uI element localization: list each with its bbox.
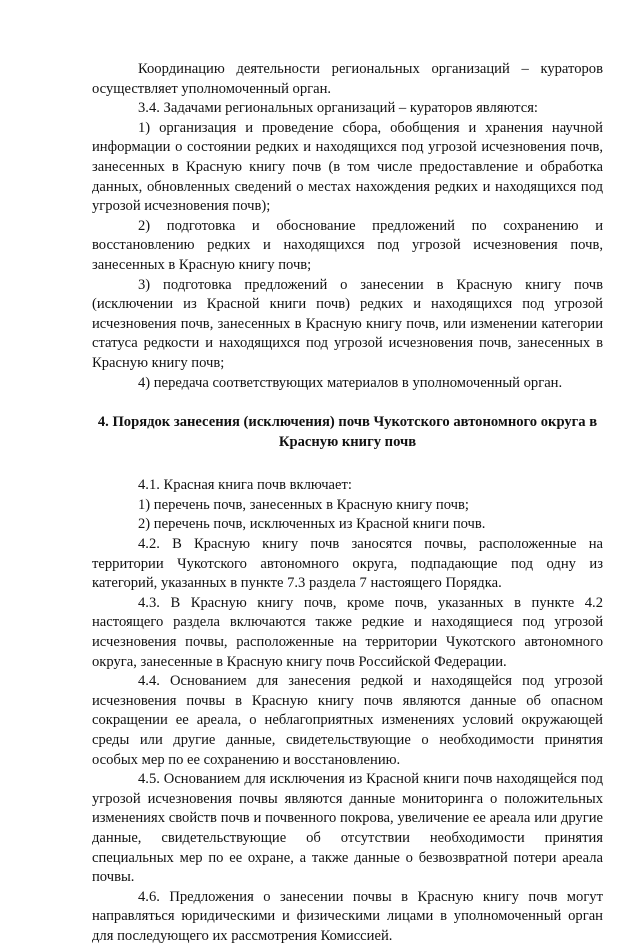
paragraph-4-3: 4.3. В Красную книгу почв, кроме почв, указанных в пункте 4.2 настоящего раздела включаются также редкие и находящиеся под угрозой исчезновения почвы, расположенные на территории Чукотского автономного округа, занесенные в Красную книгу почв Российской Федерации. — [92, 594, 603, 670]
paragraph-4-4: 4.4. Основанием для занесения редкой и находящейся под угрозой исчезновения почвы в Красную книгу почв являются данные об опасном сокращении ее ареала, о неблагоприятных изменениях условий окружающей среды или другие данные, свидетельствующие о необходимости принятия особых мер по ее сохранению и восстановлению. — [92, 673, 603, 768]
paragraph-coordination: Координацию деятельности региональных организаций – кураторов осуществляет уполномоченный орган. — [92, 61, 603, 97]
paragraph-3-4-item-3: 3) подготовка предложений о занесении в Красную книгу почв (исключении из Красной книги почв) редких и находящихся под угрозой исчезновения почв, занесенных в Красную книгу почв, или изменении категории статуса редкости и находящихся под угрозой исчезновения почв, занесенных в Красную книгу почв; — [92, 276, 603, 371]
paragraph-3-4-item-1: 1) организация и проведение сбора, обобщения и хранения научной информации о состоянии редких и находящихся под угрозой исчезновения почв, занесенных в Красную книгу почв (в том числе предоставление и обработка данных, обновленных сведений о местах нахождения редких и находящихся под угрозой исчезновения почв); — [92, 119, 603, 215]
paragraph-3-4: 3.4. Задачами региональных организаций – кураторов являются: — [138, 100, 538, 117]
paragraph-4-1-item-1: 1) перечень почв, занесенных в Красную книгу почв; — [138, 496, 469, 513]
paragraph-4-6: 4.6. Предложения о занесении почвы в Красную книгу почв могут направляться юридическими и физическими лицами в уполномоченный орган для последующего их рассмотрения Комиссией. — [92, 888, 603, 944]
paragraph-3-4-item-4: 4) передача соответствующих материалов в уполномоченный орган. — [138, 374, 563, 391]
document-page — [92, 60, 603, 947]
section-4-heading: 4. Порядок занесения (исключения) почв Чукотского автономного округа в Красную книгу почв — [97, 414, 598, 450]
paragraph-4-1: 4.1. Красная книга почв включает: — [138, 477, 352, 494]
paragraph-4-1-item-2: 2) перечень почв, исключенных из Красной книги почв. — [138, 516, 486, 533]
paragraph-3-4-item-2: 2) подготовка и обоснование предложений по сохранению и восстановлению редких и находящихся под угрозой исчезновения почв, занесенных в Красную книгу почв; — [92, 217, 603, 273]
paragraph-4-5: 4.5. Основанием для исключения из Красной книги почв находящейся под угрозой исчезновения почвы являются данные мониторинга о положительных изменениях свойств почв и почвенного покрова, увеличение ее ареала или другие данные, свидетельствующие об отсутствии необходимости принятия специальных мер по ее охране, а также данные о безвозвратной потери ареала почвы. — [92, 771, 603, 886]
paragraph-4-2: 4.2. В Красную книгу почв заносятся почвы, расположенные на территории Чукотского автономного округа, подпадающие под одну из категорий, указанных в пункте 7.3 раздела 7 настоящего Порядка. — [92, 536, 603, 592]
